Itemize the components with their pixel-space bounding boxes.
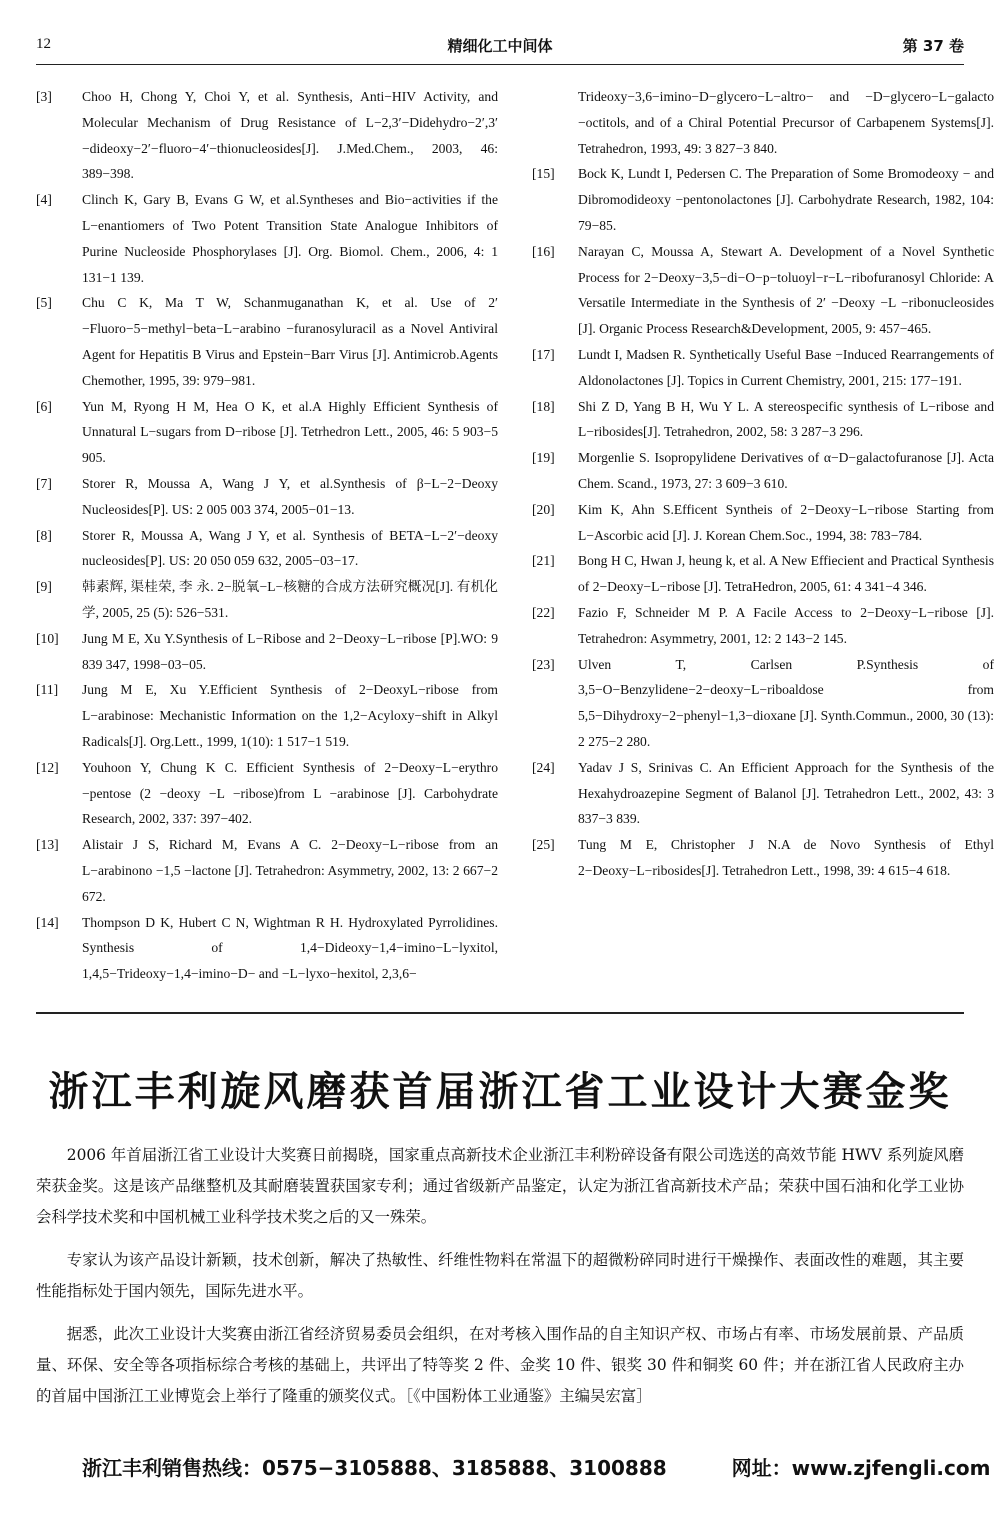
reference-entry: [36, 626, 498, 678]
reference-number: [21]: [532, 553, 555, 569]
reference-text: Choo H, Chong Y, Choi Y, et al. Synthesis, Anti−HIV Activity, and Molecular Mechanism of Drug Resistance of L−2,3′−Didehydro−2′,3′−dideoxy−2′−fluoro−4′−thionucleosides[J]. J.Med.Chem., 2003, 46: 389−398.: [82, 89, 498, 182]
reference-number: [25]: [532, 837, 555, 853]
reference-entry: [532, 161, 994, 238]
reference-text: Fazio F, Schneider M P. A Facile Access to 2−Deoxy−L−ribose [J]. Tetrahedron: Asymmetry, 2001, 12: 2 143−2 145.: [578, 604, 994, 646]
reference-number: [20]: [532, 501, 555, 517]
reference-number: [6]: [36, 398, 52, 414]
reference-number: [4]: [36, 192, 52, 208]
references-left-column: [36, 84, 498, 987]
news-article: [36, 1140, 964, 1424]
reference-text: Jung M E, Xu Y.Efficient Synthesis of 2−DeoxyL−ribose from L−arabinose: Mechanistic Information on the 1,2−Acyloxy−shift in Alkyl Radicals[J]. Org.Lett., 1999, 1(10): 1 517−1 519.: [82, 682, 498, 749]
reference-entry: [532, 832, 994, 884]
reference-entry: [36, 755, 498, 832]
reference-number: [3]: [36, 89, 52, 104]
reference-entry: [36, 910, 498, 987]
page-header: [36, 32, 964, 58]
reference-entry: [532, 342, 994, 394]
reference-number: [16]: [532, 243, 555, 259]
header-rule: [36, 64, 964, 65]
reference-entry: [36, 832, 498, 909]
reference-text: Storer R, Moussa A, Wang J Y, et al. Synthesis of BETA−L−2′−deoxy nucleosides[P]. US: 20 050 059 632, 2005−03−17.: [82, 527, 498, 569]
reference-number: [13]: [36, 837, 59, 853]
reference-entry: [36, 84, 498, 187]
reference-entry: [36, 187, 498, 290]
reference-text: Trideoxy−3,6−imino−D−glycero−L−altro− and −D−glycero−L−galacto −octitols, and of a Chiral Potential Precursor of Carbapenem Systems[J]. Tetrahedron, 1993, 49: 3 827−3 840.: [578, 89, 994, 156]
reference-text: Narayan C, Moussa A, Stewart A. Development of a Novel Synthetic Process for 2−Deoxy−3,5−di−O−p−toluoyl−r−L−ribofuranosyl Chloride: A Versatile Intermediate in the Synthesis of 2′ −Deoxy −L −ribonucleosides [J]. Organic Process Research&Development, 2005, 9: 457−465.: [578, 243, 994, 337]
reference-entry: [532, 548, 994, 600]
news-paragraph: 2006 年首届浙江省工业设计大奖赛日前揭晓，国家重点高新技术企业浙江丰利粉碎设备有限公司选送的高效节能 HWV 系列旋风磨荣获金奖。这是该产品继整机及其耐磨装置获国家专利；通过省级新产品鉴定，认定为浙江省高新技术产品；荣获中国石油和化学工业协会科学技术奖和中国机械工业科学技术奖之后的又一殊荣。: [36, 1146, 964, 1226]
reference-number: [8]: [36, 527, 52, 543]
reference-number: [17]: [532, 346, 555, 362]
reference-number: [24]: [532, 759, 555, 775]
reference-entry: [36, 523, 498, 575]
reference-number: [11]: [36, 682, 59, 698]
reference-entry: [532, 755, 994, 832]
footer-contact: [82, 1452, 990, 1481]
reference-entry: [36, 394, 498, 471]
reference-number: [15]: [532, 166, 555, 182]
reference-entry: [532, 652, 994, 755]
reference-text: 韩素辉, 渠桂荣, 李 永. 2−脱氧−L−核糖的合成方法研究概况[J]. 有机化学, 2005, 25 (5): 526−531.: [82, 579, 498, 620]
reference-entry: [36, 574, 498, 626]
reference-number: [7]: [36, 475, 52, 491]
reference-number: [22]: [532, 604, 555, 620]
reference-text: Bong H C, Hwan J, heung k, et al. A New Effiecient and Practical Synthesis of 2−Deoxy−L−ribose [J]. TetraHedron, 2005, 61: 4 341−4 346.: [578, 553, 994, 595]
reference-text: Shi Z D, Yang B H, Wu Y L. A stereospecific synthesis of L−ribose and L−ribosides[J]. Tetrahedron, 2002, 58: 3 287−3 296.: [578, 398, 994, 440]
reference-entry: [36, 471, 498, 523]
reference-number: [9]: [36, 579, 52, 595]
news-paragraph: 据悉，此次工业设计大奖赛由浙江省经济贸易委员会组织，在对考核入围作品的自主知识产权、市场占有率、市场发展前景、产品质量、环保、安全等各项指标综合考核的基础上，共评出了特等奖 2 件、金奖 10 件、银奖 30 件和铜奖 60 件；并在浙江省人民政府主办的首届中国浙江工业博览会上举行了隆重的颁奖仪式。［《中国粉体工业通鉴》主编吴宏富］: [36, 1325, 964, 1405]
reference-text: Ulven T, Carlsen P.Synthesis of 3,5−O−Benzylidene−2−deoxy−L−riboaldose from 5,5−Dihydroxy−2−phenyl−1,3−dioxane [J]. Synth.Commun., 2000, 30 (13): 2 275−2 280.: [578, 656, 994, 749]
reference-number: [5]: [36, 295, 52, 311]
reference-number: [12]: [36, 759, 59, 775]
reference-entry: [532, 84, 994, 161]
reference-entry: [532, 394, 994, 446]
reference-text: Chu C K, Ma T W, Schanmuganathan K, et al. Use of 2′−Fluoro−5−methyl−beta−L−arabino −furanosyluracil as a Novel Antiviral Agent for Hepatitis B Virus and Epstein−Barr Virus [J]. Antimicrob.Agents Chemother, 1995, 39: 979−981.: [82, 295, 498, 388]
reference-text: Morgenlie S. Isopropylidene Derivatives of α−D−galactofuranose [J]. Acta Chem. Scand., 1973, 27: 3 609−3 610.: [578, 450, 994, 491]
reference-text: Jung M E, Xu Y.Synthesis of L−Ribose and 2−Deoxy−L−ribose [P].WO: 9 839 347, 1998−03−05.: [82, 630, 498, 672]
reference-text: Yun M, Ryong H M, Hea O K, et al.A Highly Efficient Synthesis of Unnatural L−sugars from D−ribose [J]. Tetrhedron Lett., 2005, 46: 5 903−5 905.: [82, 398, 498, 466]
reference-entry: [532, 445, 994, 497]
website-link[interactable]: 网址：www.zjfengli.com: [731, 1456, 991, 1480]
sales-hotline: 浙江丰利销售热线：0575−3105888、3185888、3100888: [82, 1456, 667, 1480]
reference-text: Kim K, Ahn S.Efficent Syntheis of 2−Deoxy−L−ribose Starting from L−Ascorbic acid [J]. J. Korean Chem.Soc., 1994, 38: 783−784.: [578, 501, 994, 543]
journal-title: 精细化工中间体: [447, 37, 553, 55]
reference-text: Clinch K, Gary B, Evans G W, et al.Syntheses and Bio−activities if the L−enantiomers of Two Potent Transition State Analogue Inhibitors of Purine Nucleoside Phosphorylases [J]. Org. Biomol. Chem., 2006, 4: 1 131−1 139.: [82, 192, 498, 285]
reference-entry: [532, 239, 994, 342]
reference-text: Tung M E, Christopher J N.A de Novo Synthesis of Ethyl 2−Deoxy−L−ribosides[J]. Tetrahedron Lett., 1998, 39: 4 615−4 618.: [578, 837, 994, 878]
reference-text: Lundt I, Madsen R. Synthetically Useful Base −Induced Rearrangements of Aldonolactones [J]. Topics in Current Chemistry, 2001, 215: 177−191.: [578, 346, 994, 388]
page-number: 12: [36, 36, 51, 52]
news-paragraph: 专家认为该产品设计新颖，技术创新，解决了热敏性、纤维性物料在常温下的超微粉碎同时进行干燥操作、表面改性的难题，其主要性能指标处于国内领先，国际先进水平。: [36, 1251, 964, 1300]
news-title: 浙江丰利旋风磨获首届浙江省工业设计大赛金奖: [48, 1068, 952, 1115]
volume-label: 第 37 卷: [902, 37, 964, 55]
reference-entry: [36, 290, 498, 393]
reference-number: [19]: [532, 450, 555, 466]
reference-number: [18]: [532, 398, 555, 414]
reference-entry: [36, 677, 498, 754]
reference-number: [14]: [36, 914, 59, 930]
reference-text: Bock K, Lundt I, Pedersen C. The Preparation of Some Bromodeoxy − and Dibromodideoxy −pentonolactones [J]. Carbohydrate Research, 1982, 104: 79−85.: [578, 166, 994, 233]
reference-text: Thompson D K, Hubert C N, Wightman R H. Hydroxylated Pyrrolidines. Synthesis of 1,4−Dideoxy−1,4−imino−L−lyxitol, 1,4,5−Trideoxy−1,4−imino−D− and −L−lyxo−hexitol, 2,3,6−: [82, 914, 498, 982]
reference-entry: [532, 497, 994, 549]
reference-entry: [532, 600, 994, 652]
reference-text: Storer R, Moussa A, Wang J Y, et al.Synthesis of β−L−2−Deoxy Nucleosides[P]. US: 2 005 003 374, 2005−01−13.: [82, 475, 498, 517]
reference-text: Alistair J S, Richard M, Evans A C. 2−Deoxy−L−ribose from an L−arabinono −1,5 −lactone [J]. Tetrahedron: Asymmetry, 2002, 13: 2 667−2 672.: [82, 837, 498, 904]
reference-text: Yadav J S, Srinivas C. An Efficient Approach for the Synthesis of the Hexahydroazepine Segment of Balanol [J]. Tetrahedron Lett., 2002, 43: 3 837−3 839.: [578, 759, 994, 827]
references-right-column: [532, 84, 994, 884]
reference-number: [23]: [532, 656, 555, 672]
reference-number: [10]: [36, 630, 59, 646]
section-divider: [36, 1012, 964, 1014]
reference-text: Youhoon Y, Chung K C. Efficient Synthesis of 2−Deoxy−L−erythro −pentose (2 −deoxy −L −ribose)from L −arabinose [J]. Carbohydrate Research, 2002, 337: 397−402.: [82, 759, 498, 827]
